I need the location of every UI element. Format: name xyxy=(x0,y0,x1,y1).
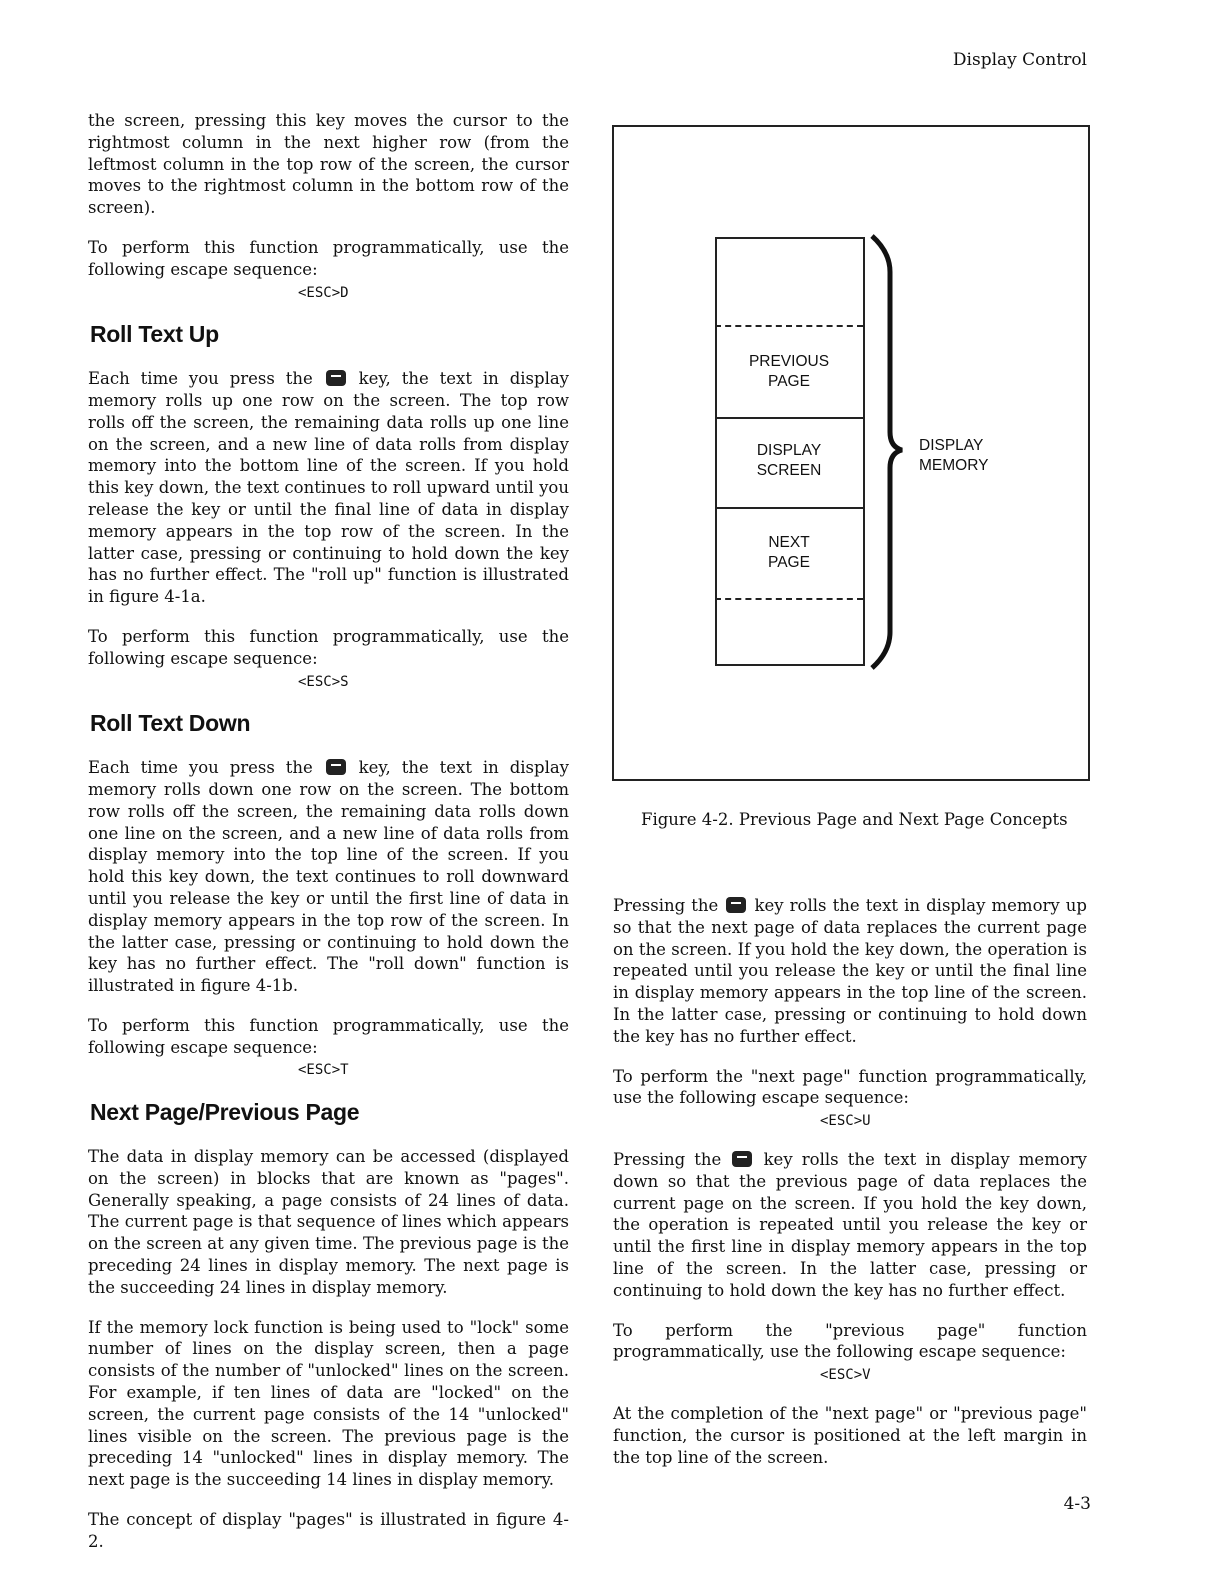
paragraph xyxy=(88,368,569,608)
text: Pressing the xyxy=(613,1149,722,1169)
paragraph: To perform the "previous page" function programmatically, use the following escape sequence: xyxy=(613,1320,1087,1362)
escape-sequence: <ESC>D xyxy=(298,284,349,301)
solid-divider xyxy=(715,417,863,419)
text: key rolls the text in display memory up so that the next page of data replaces the current page on the screen. If you hold the key down, the operation is repeated until you release the key or until the final line in display memory appears in the top line of the screen. In the latter case, pressing or continuing to hold down the key has no further effect. xyxy=(613,896,1087,1046)
paragraph xyxy=(88,757,569,997)
paragraph: To perform this function programmatically, use the following escape sequence: xyxy=(88,1015,569,1057)
text: Pressing the xyxy=(613,896,719,915)
next-page-label: NEXT PAGE xyxy=(768,534,810,571)
paragraph: To perform this function programmatically, use the following escape sequence: xyxy=(88,626,569,668)
paragraph xyxy=(613,895,1087,1048)
escape-sequence: <ESC>T xyxy=(298,1062,349,1079)
previous-page-label: PREVIOUS PAGE xyxy=(748,353,830,390)
text: Each time you press the xyxy=(88,369,313,389)
paragraph: To perform the "next page" function programmatically, use the following escape sequence: xyxy=(613,1066,1087,1108)
brace-icon xyxy=(868,232,908,672)
running-header: Display Control xyxy=(952,50,1087,70)
display-screen-label: DISPLAY SCREEN xyxy=(756,442,822,479)
right-column xyxy=(613,895,1087,1486)
display-memory-label: DISPLAY MEMORY xyxy=(919,437,989,474)
roll-down-key-icon xyxy=(326,759,346,775)
paragraph: At the completion of the "next page" or "previous page" function, the cursor is positioned at the left margin in the top line of the screen. xyxy=(613,1403,1087,1467)
figure-caption: Figure 4-2. Previous Page and Next Page Concepts xyxy=(641,810,1068,829)
text: key, the text in display memory rolls down one row on the screen. The bottom row rolls off the screen, the remaining data rolls down one line on the screen, and a new line of data rolls from display memory into the top line of the screen. If you hold this key down, the text continues to roll downward until you release the key or until the first line of data in display memory appears in the top row of the screen. In the latter case, pressing or continuing to hold down the key has no further effect. The "roll down" function is illustrated in figure 4-1b. xyxy=(88,758,570,996)
paragraph: The concept of display "pages" is illustrated in figure 4-2. xyxy=(88,1510,569,1551)
next-page-key-icon xyxy=(726,897,746,913)
paragraph xyxy=(613,1149,1087,1302)
roll-up-key-icon xyxy=(326,370,346,386)
dashed-divider xyxy=(715,598,863,600)
escape-sequence: <ESC>V xyxy=(820,1367,871,1384)
section-heading-roll-up: Roll Text Up xyxy=(90,321,219,348)
paragraph: the screen, pressing this key moves the cursor to the rightmost column in the next higher row (from the leftmost column in the top row of the screen, the cursor moves to the rightmost column in the bottom row of the screen). xyxy=(88,111,569,218)
paragraph: If the memory lock function is being used to "lock" some number of lines on the display screen, then a page consists of the number of "unlocked" lines on the screen. For example, if ten lines of data are "locked" on the screen, the current page consists of the 14 "unlocked" lines visible on the screen. The previous page is the preceding 14 "unlocked" lines in display memory. The next page is the succeeding 14 lines in display memory. xyxy=(88,1317,569,1490)
escape-sequence: <ESC>U xyxy=(820,1113,871,1130)
page-number: 4-3 xyxy=(1063,1494,1091,1514)
section-heading-next-previous-page: Next Page/Previous Page xyxy=(90,1099,360,1126)
paragraph: The data in display memory can be accessed (displayed on the screen) in blocks that are known as "pages". Generally speaking, a page consists of 24 lines of data. The current page is that sequence of lines which appears on the screen at any given time. The previous page is the preceding 24 lines in display memory. The next page is the succeeding 24 lines in display memory. xyxy=(88,1147,569,1297)
text: Each time you press the xyxy=(88,758,313,778)
solid-divider xyxy=(715,507,863,509)
prev-page-key-icon xyxy=(732,1151,752,1167)
dashed-divider xyxy=(715,325,863,327)
text: key rolls the text in display memory down so that the previous page of data replaces the current page on the screen. If you hold the key down, the operation is repeated until you release the key or until the first line in display memory appears in the top line of the screen. In the latter case, pressing or continuing to hold down the key has no further effect. xyxy=(613,1149,1087,1300)
paragraph: To perform this function programmatically, use the following escape sequence: xyxy=(88,237,569,279)
escape-sequence: <ESC>S xyxy=(298,673,349,690)
section-heading-roll-down: Roll Text Down xyxy=(90,710,251,737)
text: key, the text in display memory rolls up one row on the screen. The top row rolls off the screen, the remaining data rolls up one line on the screen, and a new line of data rolls from display memory into the bottom line of the screen. If you hold this key down, the text continues to roll upward until you release the key or until the final line of data in display memory appears in the top row of the screen. In the latter case, pressing or continuing to hold down the key has no further effect. The "roll up" function is illustrated in figure 4-1a. xyxy=(88,369,570,607)
left-column xyxy=(88,110,569,1571)
